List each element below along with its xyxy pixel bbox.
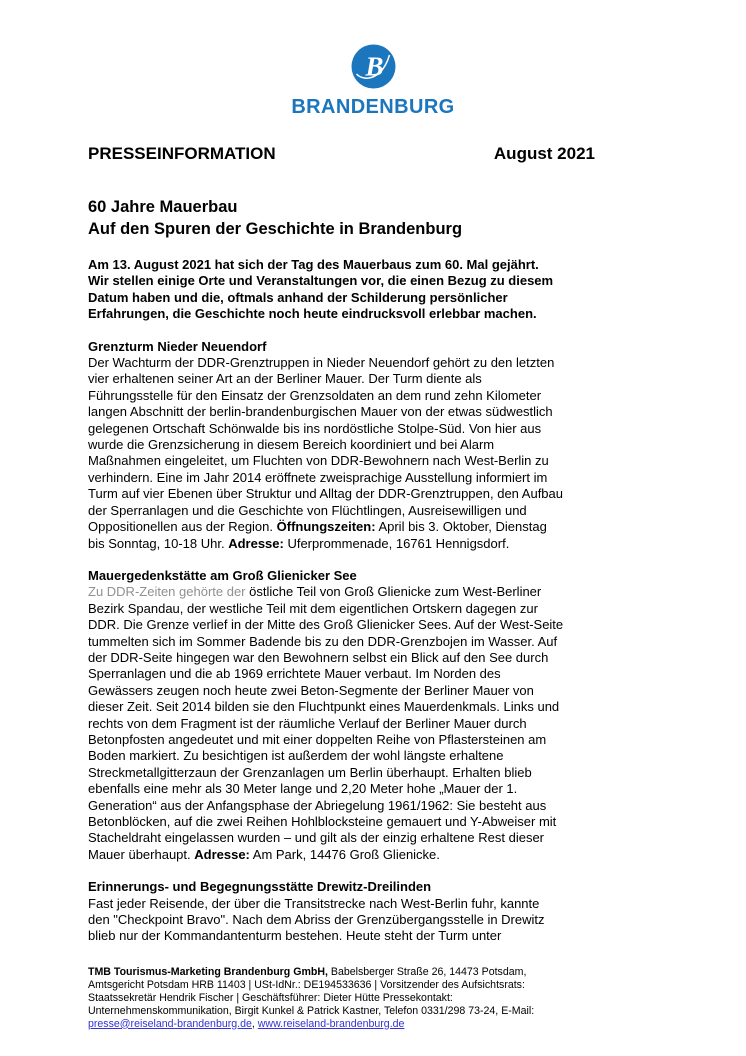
text-segment-normal: Babelsberger Straße 26, 14473 Potsdam, xyxy=(327,966,527,978)
text-segment-bold: Adresse: xyxy=(228,535,284,551)
text-segment-normal: gelegenen Ortschaft Schönwalde bis ins nordöstliche Stolpe-Süd. Von hier aus xyxy=(88,420,542,436)
text-segment-bold: Adresse: xyxy=(194,846,250,862)
text-segment-normal: Boden markiert. Zu besichtigen ist außerdem der wohl längste erhaltene xyxy=(88,748,504,764)
text-segment-normal: der DDR-Seite hingegen war den Bewohnern selbst ein Blick auf den See durch xyxy=(88,649,549,665)
section-heading: Grenzturm Nieder Neuendorf xyxy=(88,338,267,354)
text-segment-normal: rechts von dem Fragment ist der räumliche Verlauf der Berliner Mauer durch xyxy=(88,715,527,731)
text-segment-normal: Gewässers zeugen noch heute zwei Beton-Segmente der Berliner Mauer von xyxy=(88,682,534,698)
text-segment-normal: Betonpfosten angedeutet und mit einer doppelten Reihe von Pflastersteinen am xyxy=(88,731,547,747)
text-segment-normal: Der Wachturm der DDR-Grenztruppen in Nieder Neuendorf gehört zu den letzten xyxy=(88,355,555,371)
section-mauergedenkstaette-gross-glienicker-see xyxy=(88,568,648,863)
text-segment-normal: blieb nur der Kommandantenturm bestehen. Heute steht der Turm unter xyxy=(88,928,502,944)
text-segment-normal: Stacheldraht eingelassen wurden – und gilt als der einzig erhaltene Rest dieser xyxy=(88,830,545,846)
doc-type-label: PRESSEINFORMATION xyxy=(88,144,276,163)
text-segment-normal: tummelten sich im Sommer Badende bis zu den DDR-Grenzbojen im Wasser. Auf xyxy=(88,633,558,649)
text-segment-bold: Öffnungszeiten: xyxy=(276,519,376,535)
logo-block xyxy=(0,44,746,119)
text-segment-normal: April bis 3. Oktober, Dienstag xyxy=(375,519,547,535)
text-segment-normal: Betonblöcken, auf die zwei Reihen Hohlblocksteine gemauert und Y-Abweiser mit xyxy=(88,814,557,829)
text-segment-normal: der Sperranlagen und die Geschichte von Flüchtlingen, Ausreisewilligen und xyxy=(88,502,527,518)
text-segment-normal: östliche Teil von Groß Glienicke zum West-Berliner xyxy=(249,584,542,600)
text-segment-normal: Turm auf vier Ebenen über Struktur und Alltag der DDR-Grenztruppen, den Aufbau xyxy=(88,486,564,502)
text-segment-normal: Amtsgericht Potsdam HRB 11403 | USt-IdNr.: DE194533636 | Vorsitzender des Aufsichtsrats: xyxy=(88,978,525,991)
text-segment-normal: Staatssekretär Hendrik Fischer | Geschäftsführer: Dieter Hütte Pressekontakt: xyxy=(88,991,453,1004)
logo-monogram: B xyxy=(364,51,384,82)
text-segment-bold: TMB Tourismus-Marketing Brandenburg GmbH, xyxy=(88,966,328,978)
text-segment-normal: vier erhaltenen seiner Art an der Berliner Mauer. Der Turm diente als xyxy=(88,371,482,387)
section-grenzturm-nieder-neuendorf xyxy=(88,339,648,552)
text-segment-normal: den "Checkpoint Bravo". Nach dem Abriss der Grenzübergangsstelle in Drewitz xyxy=(88,912,545,928)
text-segment-normal: Am Park, 14476 Groß Glienicke. xyxy=(249,846,440,862)
text-segment-normal: Streckmetallgitterzaun der Grenzanlagen um Berlin überhaupt. Erhalten blieb xyxy=(88,764,532,780)
doc-date-label: August 2021 xyxy=(493,144,595,163)
text-segment-normal: Bezirk Spandau, der westliche Teil mit dem eigentlichen Ortskern dagegen zur xyxy=(88,600,538,616)
page-title xyxy=(88,197,648,240)
brand-wordmark: BRANDENBURG xyxy=(291,96,455,118)
text-segment-normal: Maßnahmen eingeleitet, um Fluchten von DDR-Bewohnern nach West-Berlin zu xyxy=(88,453,549,469)
section-paragraph xyxy=(88,355,648,552)
document-meta-row xyxy=(88,144,595,164)
text-segment-normal: Sperranlagen und die ab 1969 errichtete Mauer verbaut. Im Norden des xyxy=(88,666,501,682)
text-segment-normal: ebenfalls eine mehr als 30 Meter lange und 2,20 Meter hohe „Mauer der 1. xyxy=(88,781,518,797)
text-segment-normal: wurde die Grenzsicherung in diesem Bereich koordiniert und bei Alarm xyxy=(88,437,495,453)
section-erinnerungsstaette-drewitz-dreilinden xyxy=(88,879,648,945)
text-segment-normal: Fast jeder Reisende, der über die Transitstrecke nach West-Berlin fuhr, kannte xyxy=(88,895,540,911)
section-paragraph xyxy=(88,896,648,945)
footer-link[interactable]: www.reiseland-brandenburg.de xyxy=(257,1017,405,1030)
text-segment-normal: verhindern. Eine im Jahr 2014 eröffnete zweisprachige Ausstellung informiert im xyxy=(88,469,548,485)
section-paragraph xyxy=(88,584,648,863)
document-body xyxy=(88,197,648,945)
text-segment-normal: langen Abschnitt der berlin-brandenburgischen Mauer von der etwas südwestlich xyxy=(88,404,553,420)
text-segment-normal: Generation“ aus der Anfangsphase der Abriegelung 1961/1962: Sie besteht aus xyxy=(88,797,547,813)
text-segment-normal: DDR. Die Grenze verlief in der Mitte des Groß Glienicker Sees. Auf der West-Seite xyxy=(88,617,564,633)
brandenburg-logo-icon xyxy=(351,44,396,89)
text-segment-normal: Am 13. August 2021 hat sich der Tag des Mauerbaus zum 60. Mal gejährt. xyxy=(88,257,539,272)
page-title-line1: 60 Jahre Mauerbau xyxy=(88,198,238,216)
text-segment-normal: Unternehmenskommunikation, Birgit Kunkel & Patrick Kastner, Telefon 0331/298 73-24, E-Mail: xyxy=(88,1004,535,1017)
section-heading: Erinnerungs- und Begegnungsstätte Drewitz-Dreilinden xyxy=(88,879,432,895)
text-segment-normal: Uferprommenade, 16761 Hennigsdorf. xyxy=(283,535,510,551)
text-segment-normal: Datum haben und die, oftmals anhand der Schilderung persönlicher xyxy=(88,289,508,305)
text-segment-normal: bis Sonntag, 10-18 Uhr. xyxy=(88,535,229,551)
text-segment-normal: Oppositionellen aus der Region. xyxy=(88,519,277,535)
text-segment-normal: Führungsstelle für den Einsatz der Grenzsoldaten an dem rund zehn Kilometer xyxy=(88,387,542,403)
text-segment-normal: Wir stellen einige Orte und Veranstaltungen vor, die einen Bezug zu diesem xyxy=(88,273,554,289)
text-segment-gray: Zu DDR-Zeiten gehörte der xyxy=(88,584,250,600)
imprint-footer xyxy=(88,966,660,1031)
page-title-line2: Auf den Spuren der Geschichte in Brandenburg xyxy=(88,219,463,238)
lead-paragraph xyxy=(88,257,648,323)
text-segment-normal: , xyxy=(251,1017,258,1030)
text-segment-normal: Mauer überhaupt. xyxy=(88,846,195,862)
section-heading: Mauergedenkstätte am Groß Glienicker See xyxy=(88,567,357,583)
text-segment-normal: Erfahrungen, die Geschichte noch heute eindrucksvoll erlebbar machen. xyxy=(88,306,537,322)
footer-link[interactable]: presse@reiseland-brandenburg.de xyxy=(88,1017,252,1030)
text-segment-normal: dieser Zeit. Seit 2014 bilden sie den Fluchtpunkt eines Mauerdenkmals. Links und xyxy=(88,699,560,715)
